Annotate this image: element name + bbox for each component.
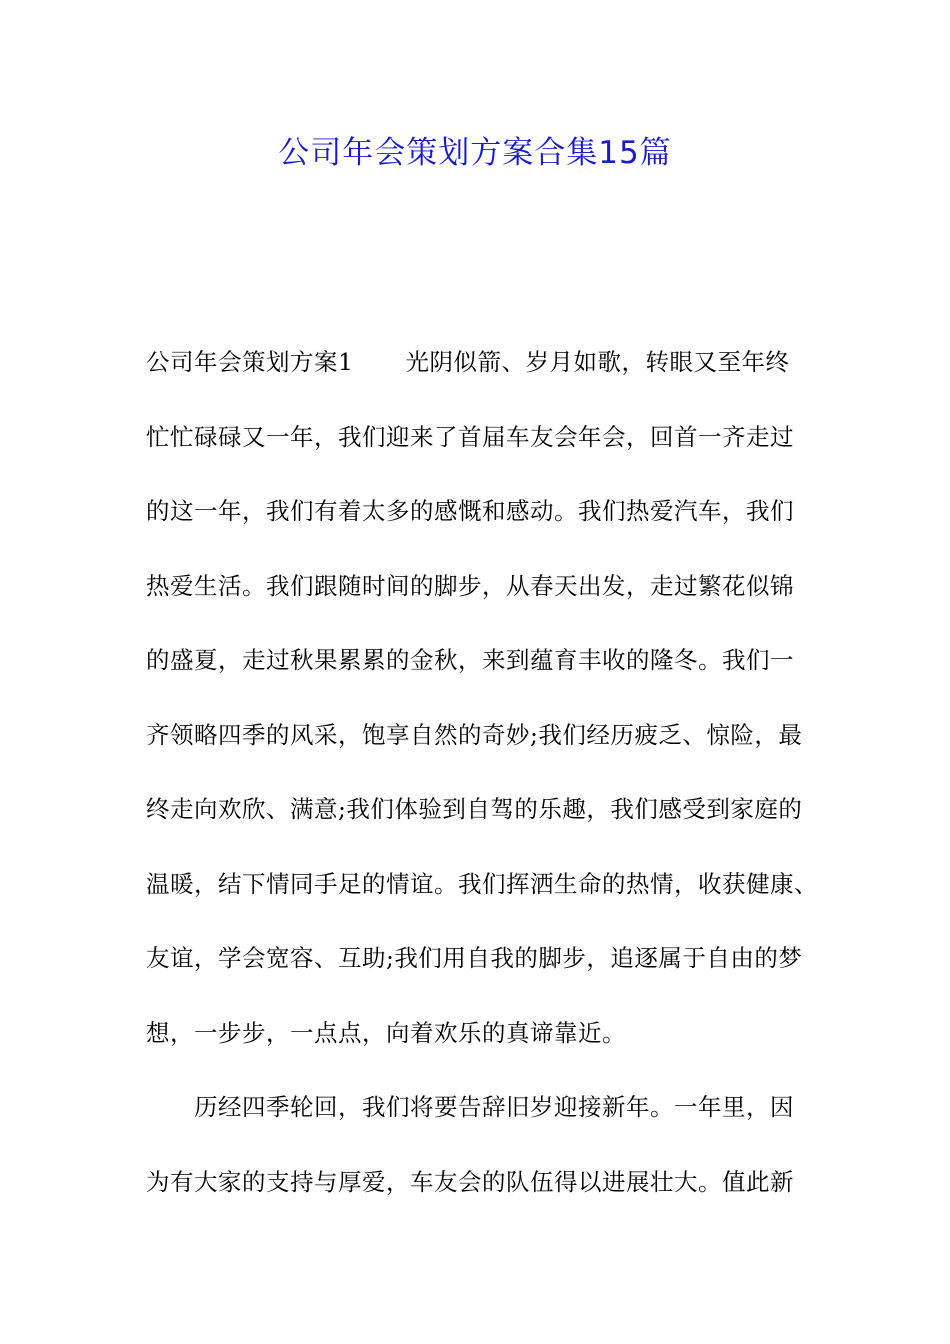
- paragraph-line: 为有大家的支持与厚爱，车友会的队伍得以进展壮大。值此新: [146, 1167, 794, 1196]
- paragraph-line: [146, 338, 826, 413]
- section-heading: 公司年会策划方案1: [146, 348, 354, 376]
- paragraph-line: 热爱生活。我们跟随时间的脚步，从春天出发，走过繁花似锦: [146, 571, 794, 600]
- paragraph-line: 想，一步步，一点点，向着欢乐的真谛靠近。: [146, 1018, 626, 1047]
- paragraph-line: 忙忙碌碌又一年，我们迎来了首届车友会年会，回首一齐走过: [146, 422, 794, 451]
- paragraph-line: 终走向欢欣、满意;我们体验到自驾的乐趣，我们感受到家庭的: [146, 795, 803, 823]
- paragraph-line: 的盛夏，走过秋果累累的金秋，来到蕴育丰收的隆冬。我们一: [146, 646, 794, 674]
- paragraph-line: 齐领略四季的风采，饱享自然的奇妙;我们经历疲乏、惊险，最: [146, 720, 803, 749]
- line-text: 光阴似箭、岁月如歌，转眼又至年终: [405, 348, 790, 376]
- paragraph-line: 历经四季轮回，我们将要告辞旧岁迎接新年。一年里，因: [194, 1093, 794, 1121]
- document-body: [146, 338, 826, 1232]
- document-title: 公司年会策划方案合集15篇: [278, 135, 672, 171]
- paragraph-line: 的这一年，我们有着太多的感慨和感动。我们热爱汽车，我们: [146, 497, 794, 525]
- paragraph-line: 温暖，结下情同手足的情谊。我们挥洒生命的热情，收获健康、: [146, 869, 818, 898]
- paragraph-line: 友谊，学会宽容、互助;我们用自我的脚步，追逐属于自由的梦: [146, 944, 803, 972]
